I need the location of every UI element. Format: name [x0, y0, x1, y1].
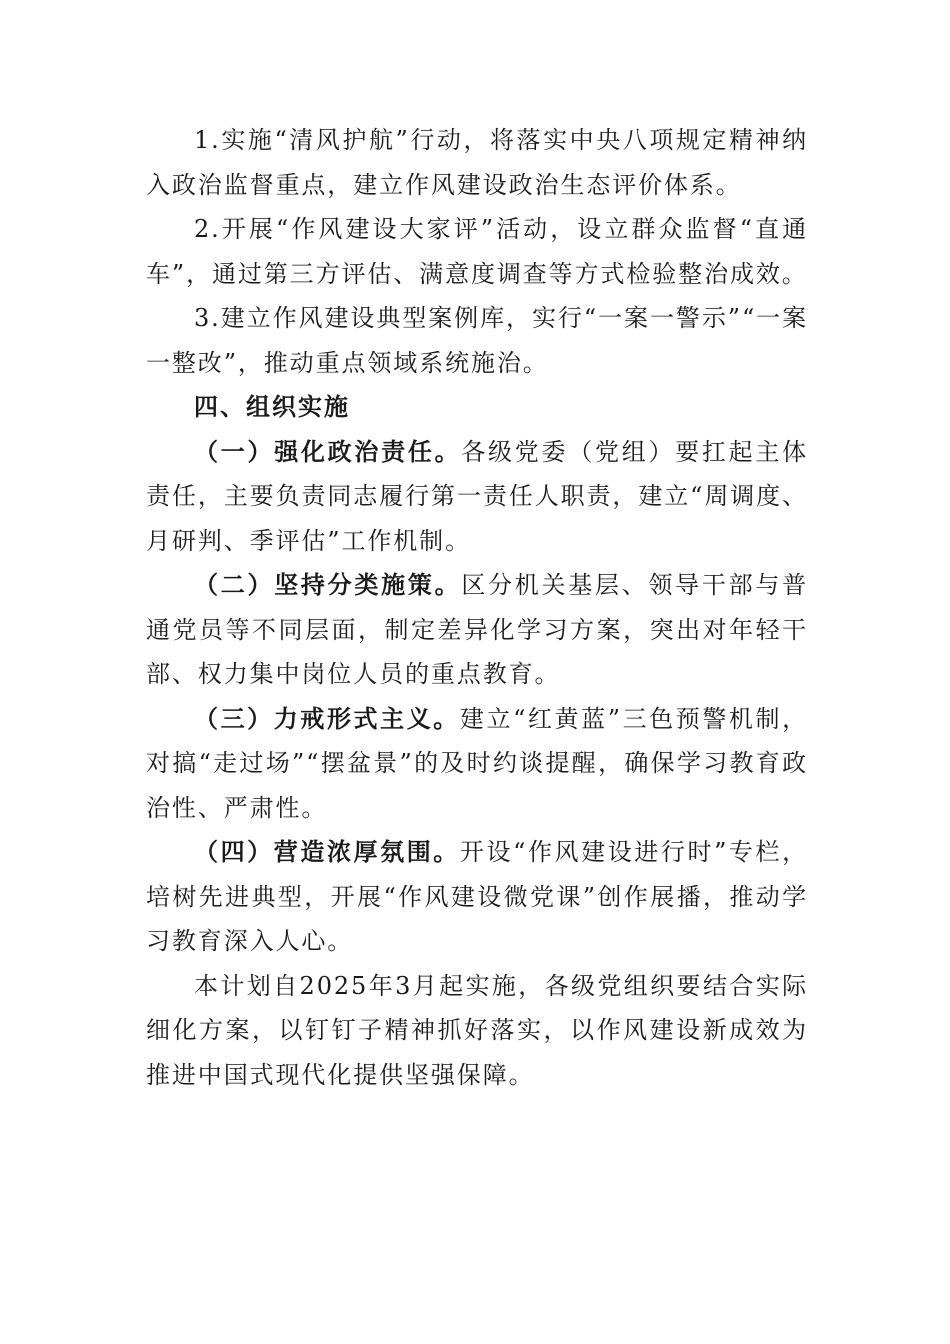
- subsection-lead: （一）强化政治责任。: [194, 437, 462, 466]
- subsection-paragraph: [146, 563, 808, 697]
- list-item: 1.实施“清风护航”行动，将落实中央八项规定精神纳入政治监督重点，建立作风建设政治生态评价体系。: [146, 126, 808, 199]
- subsection-lead: （四）营造浓厚氛围。: [194, 838, 460, 866]
- subsection-body: 开设“作风建设进行时”专栏，培树先进典型，开展“作风建设微党课”创作展播，推动学习教育深入人心。: [146, 838, 809, 955]
- subsection-lead: （二）坚持分类施策。: [194, 571, 462, 599]
- subsection-paragraph: [146, 830, 808, 964]
- subsection-body: 各级党委（党组）要扛起主体责任，主要负责同志履行第一责任人职责，建立“周调度、月研判、季评估”工作机制。: [146, 437, 809, 555]
- list-item: 2.开展“作风建设大家评”活动，设立群众监督“直通车”，通过第三方评估、满意度调查等方式检验整治成效。: [146, 215, 808, 288]
- subsection-body: 建立“红黄蓝”三色预警机制，对搞“走过场”“摆盆景”的及时约谈提醒，确保学习教育政治性、严肃性。: [146, 704, 809, 822]
- subsection-paragraph: [146, 430, 808, 564]
- subsection-lead: （三）力戒形式主义。: [194, 704, 460, 733]
- closing-paragraph: 本计划自2025年3月起实施，各级党组织要结合实际细化方案，以钉钉子精神抓好落实，以作风建设新成效为推进中国式现代化提供坚强保障。: [146, 971, 808, 1089]
- document-body: [146, 118, 808, 1097]
- section-heading: 四、组织实施: [194, 393, 350, 421]
- list-item: 3.建立作风建设典型案例库，实行“一案一警示”“一案一整改”，推动重点领域系统施治。: [146, 304, 808, 377]
- subsection-body: 区分机关基层、领导干部与普通党员等不同层面，制定差异化学习方案，突出对年轻干部、权力集中岗位人员的重点教育。: [146, 571, 809, 688]
- subsection-paragraph: [146, 697, 808, 831]
